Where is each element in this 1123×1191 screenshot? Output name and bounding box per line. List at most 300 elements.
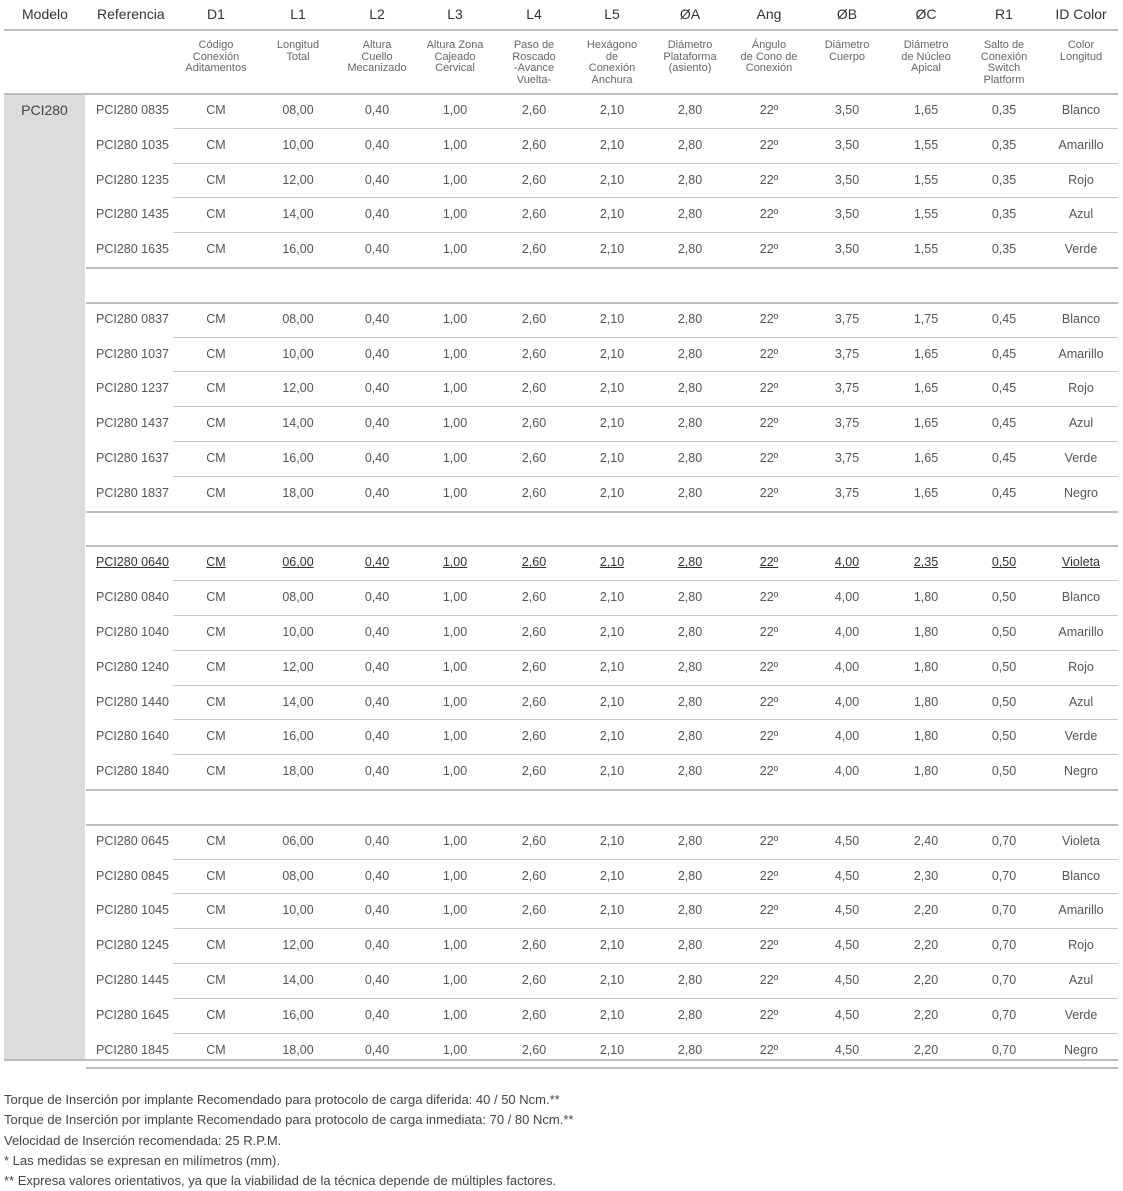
column-header-9: Ang <box>756 6 782 22</box>
table-cell: 0,40 <box>364 868 390 883</box>
table-cell: CM <box>206 973 226 987</box>
column-header-6: L4 <box>526 6 542 22</box>
table-cell: 2,80 <box>677 207 703 222</box>
table-cell: 4,50 <box>834 1007 860 1022</box>
table-cell: 0,40 <box>364 694 390 709</box>
table-cell: 1,65 <box>913 451 939 465</box>
table-cell: 22º <box>759 311 779 326</box>
table-cell: CM <box>206 659 226 674</box>
table-cell: 1,80 <box>913 659 939 674</box>
column-description-13: Color Longitud <box>1059 39 1103 63</box>
table-cell: 2,80 <box>677 416 703 431</box>
table-cell: 22º <box>759 1007 779 1022</box>
table-cell: 0,40 <box>364 311 390 326</box>
table-cell: 06,00 <box>282 833 314 848</box>
table-cell: Blanco <box>1061 103 1101 117</box>
table-cell: 0,50 <box>991 764 1017 779</box>
table-cell: 3,75 <box>834 451 860 465</box>
table-cell: 2,10 <box>599 903 625 918</box>
table-cell: 2,60 <box>521 833 547 848</box>
table-cell: 3,75 <box>834 381 860 396</box>
table-cell: 1,65 <box>913 103 939 117</box>
column-description-3: Longitud Total <box>276 39 320 63</box>
table-cell: 2,60 <box>521 973 547 987</box>
column-description-11: Diámetro de Núcleo Apical <box>901 39 951 74</box>
table-cell: PCI280 1237 <box>96 381 169 396</box>
table-cell: 2,60 <box>521 485 547 500</box>
table-cell: 0,45 <box>991 346 1017 361</box>
table-cell: 2,60 <box>521 137 547 152</box>
table-cell: Negro <box>1063 485 1099 500</box>
table-cell: PCI280 1437 <box>96 416 169 431</box>
table-cell: 1,00 <box>442 590 468 605</box>
table-cell: 0,50 <box>991 659 1017 674</box>
table-cell: 22º <box>759 137 779 152</box>
table-cell: 0,40 <box>364 416 390 431</box>
table-cell: 1,00 <box>442 172 468 187</box>
table-cell: 22º <box>759 416 779 431</box>
table-cell: 2,10 <box>599 311 625 326</box>
table-cell: 2,60 <box>521 416 547 431</box>
table-cell: 16,00 <box>282 242 314 257</box>
table-cell: 2,10 <box>599 485 625 500</box>
table-cell: CM <box>206 868 226 883</box>
table-cell: 2,10 <box>599 938 625 953</box>
table-cell: 22º <box>759 764 779 779</box>
column-header-0: Modelo <box>22 6 68 22</box>
table-cell: 0,70 <box>991 903 1017 918</box>
table-cell: 3,75 <box>834 485 860 500</box>
table-cell: 0,40 <box>364 451 390 465</box>
table-row <box>86 232 1118 266</box>
header-rule <box>4 29 1118 31</box>
table-cell: CM <box>206 903 226 918</box>
column-description-10: Diámetro Cuerpo <box>824 39 870 63</box>
table-cell: 4,50 <box>834 833 860 848</box>
table-cell: 0,40 <box>364 137 390 152</box>
table-cell: 4,00 <box>834 694 860 709</box>
table-cell: 1,00 <box>442 903 468 918</box>
table-cell: 2,60 <box>521 103 547 117</box>
column-header-10: ØB <box>836 6 858 22</box>
table-row <box>86 615 1118 649</box>
table-row <box>86 337 1118 371</box>
table-cell: 2,10 <box>599 1007 625 1022</box>
table-cell: 16,00 <box>282 451 314 465</box>
table-cell: PCI280 0837 <box>96 311 169 326</box>
table-cell: 0,70 <box>991 1042 1017 1057</box>
table-cell: PCI280 0645 <box>96 833 169 848</box>
table-cell: 1,65 <box>913 346 939 361</box>
table-cell: 2,80 <box>677 973 703 987</box>
table-cell: PCI280 0845 <box>96 868 169 883</box>
table-cell: 2,60 <box>521 555 547 570</box>
table-cell: 4,00 <box>834 659 860 674</box>
table-cell: 2,80 <box>677 1042 703 1057</box>
table-cell: 2,10 <box>599 659 625 674</box>
table-cell: PCI280 1640 <box>96 729 169 744</box>
table-cell: 0,50 <box>991 555 1017 570</box>
table-row <box>86 963 1118 997</box>
table-cell: Rojo <box>1068 938 1094 953</box>
table-cell: 0,35 <box>991 137 1017 152</box>
table-cell: 1,00 <box>442 868 468 883</box>
table-cell: 22º <box>759 1042 779 1057</box>
column-header-5: L3 <box>447 6 463 22</box>
table-cell: CM <box>206 311 226 326</box>
table-cell: Rojo <box>1068 659 1094 674</box>
table-cell: 2,10 <box>599 451 625 465</box>
table-cell: 22º <box>759 833 779 848</box>
table-cell: 2,80 <box>677 938 703 953</box>
table-cell: 2,80 <box>677 903 703 918</box>
table-cell: 2,80 <box>677 764 703 779</box>
table-cell: 0,35 <box>991 207 1017 222</box>
note-line: Torque de Inserción por implante Recomendado para protocolo de carga inmediata: 70 / 80 Ncm.** <box>4 1112 574 1128</box>
table-cell: 2,80 <box>677 555 703 570</box>
table-cell: Verde <box>1064 242 1098 257</box>
table-cell: 1,00 <box>442 973 468 987</box>
table-cell: 1,00 <box>442 938 468 953</box>
table-cell: 2,35 <box>913 555 939 570</box>
column-description-2: Código Conexión Aditamentos <box>185 39 247 74</box>
table-row <box>86 580 1118 614</box>
table-cell: 2,80 <box>677 659 703 674</box>
table-cell: 1,80 <box>913 729 939 744</box>
table-row <box>86 163 1118 197</box>
table-cell: Azul <box>1068 207 1094 222</box>
table-cell: 2,60 <box>521 659 547 674</box>
table-cell: 12,00 <box>282 938 314 953</box>
table-row <box>86 302 1118 336</box>
table-cell: 0,40 <box>364 485 390 500</box>
table-cell: 0,35 <box>991 242 1017 257</box>
table-cell: 22º <box>759 346 779 361</box>
table-cell: 0,45 <box>991 381 1017 396</box>
table-cell: 0,45 <box>991 416 1017 431</box>
table-cell: 2,80 <box>677 346 703 361</box>
table-cell: 22º <box>759 555 779 570</box>
column-header-4: L2 <box>369 6 385 22</box>
column-description-7: Hexágono de Conexión Anchura <box>586 39 638 86</box>
table-cell: 2,80 <box>677 590 703 605</box>
table-row <box>86 824 1118 858</box>
table-cell: PCI280 1040 <box>96 625 169 639</box>
table-cell: CM <box>206 555 226 570</box>
table-cell: 10,00 <box>282 346 314 361</box>
table-cell: CM <box>206 764 226 779</box>
table-cell: 4,50 <box>834 903 860 918</box>
table-cell: 0,40 <box>364 973 390 987</box>
table-cell: 2,10 <box>599 973 625 987</box>
model-column <box>4 95 85 1061</box>
table-cell: 0,50 <box>991 625 1017 639</box>
table-cell: 14,00 <box>282 694 314 709</box>
table-cell: 06,00 <box>282 555 314 570</box>
table-cell: 2,10 <box>599 625 625 639</box>
table-cell: 0,40 <box>364 346 390 361</box>
column-description-8: Diámetro Plataforma (asiento) <box>663 39 717 74</box>
table-cell: 2,80 <box>677 103 703 117</box>
table-cell: 0,40 <box>364 764 390 779</box>
table-cell: Amarillo <box>1058 137 1104 152</box>
table-cell: 12,00 <box>282 381 314 396</box>
table-cell: Verde <box>1064 451 1098 465</box>
table-cell: 0,50 <box>991 729 1017 744</box>
table-cell: 18,00 <box>282 764 314 779</box>
note-line: Torque de Inserción por implante Recomendado para protocolo de carga diferida: 40 / 50 Ncm.** <box>4 1092 560 1107</box>
table-cell: 18,00 <box>282 1042 314 1057</box>
table-cell: 2,40 <box>913 833 939 848</box>
table-cell: CM <box>206 590 226 605</box>
table-cell: 2,20 <box>913 938 939 953</box>
table-cell: 1,00 <box>442 485 468 500</box>
table-cell: 1,00 <box>442 137 468 152</box>
table-cell: 0,40 <box>364 938 390 953</box>
table-cell: CM <box>206 207 226 222</box>
table-cell: PCI280 1035 <box>96 137 169 152</box>
table-cell: PCI280 0640 <box>96 555 169 570</box>
table-cell: Violeta <box>1062 555 1100 570</box>
column-description-9: Ángulo de Cono de Conexión <box>740 39 798 74</box>
table-cell: 1,80 <box>913 694 939 709</box>
table-cell: 2,10 <box>599 555 625 570</box>
table-cell: 3,50 <box>834 137 860 152</box>
table-cell: Negro <box>1063 1042 1099 1057</box>
table-cell: CM <box>206 833 226 848</box>
table-row <box>86 719 1118 753</box>
table-cell: 3,50 <box>834 172 860 187</box>
table-cell: 22º <box>759 103 779 117</box>
table-cell: 2,60 <box>521 381 547 396</box>
table-cell: 12,00 <box>282 172 314 187</box>
table-cell: 22º <box>759 625 779 639</box>
table-cell: 2,20 <box>913 1042 939 1057</box>
table-cell: PCI280 1245 <box>96 938 169 953</box>
table-cell: 14,00 <box>282 207 314 222</box>
table-cell: 2,10 <box>599 833 625 848</box>
table-cell: 1,80 <box>913 625 939 639</box>
table-cell: 2,80 <box>677 625 703 639</box>
table-row <box>86 128 1118 162</box>
table-cell: 0,40 <box>364 659 390 674</box>
table-cell: 3,75 <box>834 311 860 326</box>
table-cell: 2,60 <box>521 242 547 257</box>
table-cell: 1,80 <box>913 764 939 779</box>
table-cell: 10,00 <box>282 625 314 639</box>
table-cell: 2,80 <box>677 1007 703 1022</box>
table-cell: 16,00 <box>282 729 314 744</box>
table-cell: 1,00 <box>442 729 468 744</box>
table-cell: 22º <box>759 172 779 187</box>
table-bottom-rule <box>4 1059 1118 1061</box>
table-cell: 2,80 <box>677 451 703 465</box>
table-cell: 4,00 <box>834 555 860 570</box>
table-cell: 2,60 <box>521 938 547 953</box>
table-cell: Azul <box>1068 973 1094 987</box>
table-cell: 0,70 <box>991 868 1017 883</box>
table-cell: 08,00 <box>282 103 314 117</box>
table-cell: 2,60 <box>521 172 547 187</box>
table-cell: PCI280 1037 <box>96 346 169 361</box>
column-header-12: R1 <box>995 6 1013 22</box>
footnotes <box>4 1090 573 1191</box>
table-row <box>86 1033 1118 1067</box>
table-cell: 0,40 <box>364 833 390 848</box>
table-cell: 2,60 <box>521 590 547 605</box>
table-cell: Rojo <box>1068 381 1094 396</box>
table-cell: 22º <box>759 903 779 918</box>
table-cell: 08,00 <box>282 868 314 883</box>
table-cell: 22º <box>759 590 779 605</box>
table-row <box>86 371 1118 405</box>
table-cell: 0,35 <box>991 172 1017 187</box>
table-cell: 2,10 <box>599 764 625 779</box>
table-cell: 14,00 <box>282 416 314 431</box>
table-cell: 4,50 <box>834 868 860 883</box>
table-cell: 08,00 <box>282 311 314 326</box>
table-cell: 0,50 <box>991 590 1017 605</box>
table-cell: Azul <box>1068 694 1094 709</box>
table-row <box>86 406 1118 440</box>
table-cell: 1,00 <box>442 207 468 222</box>
table-cell: CM <box>206 485 226 500</box>
table-cell: 1,55 <box>913 242 939 257</box>
table-cell: 1,00 <box>442 555 468 570</box>
table-cell: 2,80 <box>677 729 703 744</box>
note-line: * Las medidas se expresan en milímetros (mm). <box>4 1152 280 1168</box>
column-header-2: D1 <box>207 6 225 22</box>
table-cell: 0,40 <box>364 729 390 744</box>
table-cell: 2,80 <box>677 381 703 396</box>
group-end-rule <box>86 789 1118 791</box>
table-cell: 0,35 <box>991 103 1017 117</box>
table-cell: 2,10 <box>599 416 625 431</box>
table-cell: 4,50 <box>834 1042 860 1057</box>
table-cell: 2,80 <box>677 172 703 187</box>
table-cell: 08,00 <box>282 590 314 605</box>
table-cell: 2,60 <box>521 903 547 918</box>
table-cell: Verde <box>1064 729 1098 744</box>
table-cell: 2,80 <box>677 242 703 257</box>
table-cell: Blanco <box>1061 311 1101 326</box>
table-cell: 1,75 <box>913 311 939 326</box>
table-cell: 0,40 <box>364 207 390 222</box>
table-cell: 1,00 <box>442 625 468 639</box>
table-cell: 2,60 <box>521 868 547 883</box>
table-cell: 0,40 <box>364 381 390 396</box>
table-cell: 0,40 <box>364 172 390 187</box>
table-cell: CM <box>206 938 226 953</box>
table-cell: CM <box>206 451 226 465</box>
table-cell: 0,40 <box>364 1042 390 1057</box>
table-cell: 0,70 <box>991 1007 1017 1022</box>
table-cell: PCI280 1445 <box>96 973 169 987</box>
column-description-4: Altura Cuello Mecanizado <box>347 39 407 74</box>
table-cell: 2,80 <box>677 694 703 709</box>
table-cell: 22º <box>759 973 779 987</box>
table-cell: CM <box>206 1042 226 1057</box>
table-cell: 2,80 <box>677 137 703 152</box>
table-cell: 2,10 <box>599 103 625 117</box>
column-header-7: L5 <box>604 6 620 22</box>
column-header-8: ØA <box>679 6 701 22</box>
table-cell: 2,60 <box>521 694 547 709</box>
table-cell: Amarillo <box>1058 346 1104 361</box>
table-cell: 2,10 <box>599 172 625 187</box>
table-cell: 4,00 <box>834 590 860 605</box>
table-cell: CM <box>206 103 226 117</box>
table-cell: 0,40 <box>364 103 390 117</box>
table-cell: 4,00 <box>834 729 860 744</box>
column-header-3: L1 <box>290 6 306 22</box>
table-cell: PCI280 0840 <box>96 590 169 605</box>
note-line: ** Expresa valores orientativos, ya que la viabilidad de la técnica depende de múltiples factores. <box>4 1173 557 1189</box>
table-cell: 1,00 <box>442 694 468 709</box>
table-cell: 14,00 <box>282 973 314 987</box>
table-cell: PCI280 1840 <box>96 764 169 779</box>
table-cell: 3,75 <box>834 416 860 431</box>
table-cell: PCI280 1235 <box>96 172 169 187</box>
table-cell: 22º <box>759 659 779 674</box>
table-cell: 22º <box>759 938 779 953</box>
table-cell: 1,00 <box>442 381 468 396</box>
table-row <box>86 685 1118 719</box>
table-cell: 2,10 <box>599 590 625 605</box>
table-cell: PCI280 0835 <box>96 103 169 117</box>
table-cell: 0,40 <box>364 242 390 257</box>
table-cell: CM <box>206 346 226 361</box>
table-cell: 1,00 <box>442 242 468 257</box>
table-cell: CM <box>206 172 226 187</box>
table-row <box>86 754 1118 788</box>
table-cell: 2,30 <box>913 868 939 883</box>
table-cell: 22º <box>759 242 779 257</box>
table-cell: 1,55 <box>913 137 939 152</box>
table-cell: 2,20 <box>913 973 939 987</box>
table-cell: PCI280 1837 <box>96 485 169 500</box>
table-cell: 18,00 <box>282 485 314 500</box>
table-cell: Amarillo <box>1058 625 1104 639</box>
table-cell: 3,75 <box>834 346 860 361</box>
table-cell: 4,50 <box>834 973 860 987</box>
table-cell: 2,80 <box>677 485 703 500</box>
table-cell: Blanco <box>1061 590 1101 605</box>
table-cell: 1,65 <box>913 485 939 500</box>
column-header-13: ID Color <box>1055 6 1107 22</box>
table-cell: CM <box>206 242 226 257</box>
table-cell: Azul <box>1068 416 1094 431</box>
table-cell: Verde <box>1064 1007 1098 1022</box>
table-row <box>86 859 1118 893</box>
table-cell: PCI280 1645 <box>96 1007 169 1022</box>
table-cell: 2,20 <box>913 903 939 918</box>
table-cell: CM <box>206 137 226 152</box>
table-cell: 12,00 <box>282 659 314 674</box>
group-end-rule <box>86 511 1118 513</box>
table-cell: PCI280 1435 <box>96 207 169 222</box>
table-cell: 1,00 <box>442 103 468 117</box>
table-cell: 0,70 <box>991 938 1017 953</box>
table-row <box>86 650 1118 684</box>
table-cell: 2,10 <box>599 137 625 152</box>
table-cell: 22º <box>759 381 779 396</box>
table-cell: Violeta <box>1062 833 1100 848</box>
table-cell: 2,60 <box>521 1007 547 1022</box>
table-cell: PCI280 1045 <box>96 903 169 918</box>
table-cell: 2,60 <box>521 625 547 639</box>
table-cell: Rojo <box>1068 172 1094 187</box>
